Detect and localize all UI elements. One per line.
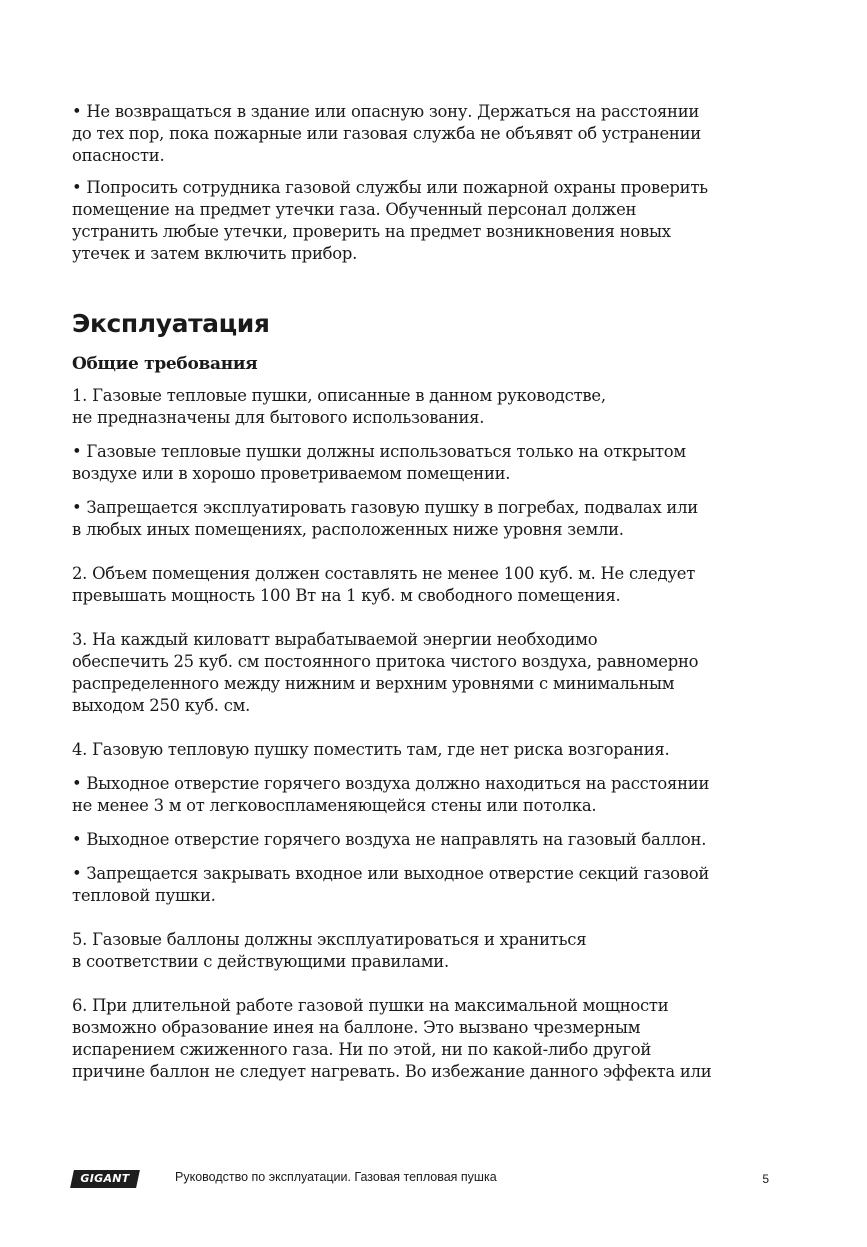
text-line: выходом 250 куб. см. <box>72 696 251 715</box>
item-4-bullet-2 <box>72 829 792 851</box>
text-line: утечек и затем включить прибор. <box>72 244 358 263</box>
text-line: причине баллон не следует нагревать. Во избежание данного эффекта или <box>72 1062 712 1081</box>
text-line: • Запрещается закрывать входное или выходное отверстие секций газовой <box>72 864 710 883</box>
page-footer <box>0 1168 867 1192</box>
paragraph-gas-service-check <box>72 177 792 265</box>
text-line: 4. Газовую тепловую пушку поместить там, где нет риска возгорания. <box>72 740 670 759</box>
item-1-bullet-1 <box>72 441 792 485</box>
text-line: до тех пор, пока пожарные или газовая служба не объявят об устранении <box>72 124 701 143</box>
item-4-bullet-1 <box>72 773 792 817</box>
item-4 <box>72 739 792 761</box>
paragraph-leave-building <box>72 101 792 167</box>
item-6 <box>72 995 792 1083</box>
text-line: в любых иных помещениях, расположенных ниже уровня земли. <box>72 520 624 539</box>
text-line: помещение на предмет утечки газа. Обученный персонал должен <box>72 200 637 219</box>
item-1-bullet-2 <box>72 497 792 541</box>
text-line: обеспечить 25 куб. см постоянного притока чистого воздуха, равномерно <box>72 652 699 671</box>
text-line: • Выходное отверстие горячего воздуха не направлять на газовый баллон. <box>72 830 707 849</box>
text-line: • Не возвращаться в здание или опасную зону. Держаться на расстоянии <box>72 102 700 121</box>
text-line: распределенного между нижним и верхним уровнями с минимальным <box>72 674 675 693</box>
section-title: Эксплуатация <box>72 309 270 338</box>
document-title: Руководство по эксплуатации. Газовая тепловая пушка <box>175 1170 497 1184</box>
text-line: превышать мощность 100 Вт на 1 куб. м свободного помещения. <box>72 586 621 605</box>
section-subtitle: Общие требования <box>72 354 258 374</box>
text-line: 6. При длительной работе газовой пушки на максимальной мощности <box>72 996 669 1015</box>
text-line: • Попросить сотрудника газовой службы или пожарной охраны проверить <box>72 178 708 197</box>
text-line: 5. Газовые баллоны должны эксплуатироваться и храниться <box>72 930 587 949</box>
item-4-bullet-3 <box>72 863 792 907</box>
logo-text: GIGANT <box>80 1172 130 1185</box>
text-line: • Запрещается эксплуатировать газовую пушку в погребах, подвалах или <box>72 498 698 517</box>
item-5 <box>72 929 792 973</box>
text-line: устранить любые утечки, проверить на предмет возникновения новых <box>72 222 671 241</box>
text-line: • Газовые тепловые пушки должны использоваться только на открытом <box>72 442 686 461</box>
item-3 <box>72 629 792 717</box>
text-line: 3. На каждый киловатт вырабатываемой энергии необходимо <box>72 630 598 649</box>
text-line: испарением сжиженного газа. Ни по этой, ни по какой-либо другой <box>72 1040 652 1059</box>
text-line: 1. Газовые тепловые пушки, описанные в данном руководстве, <box>72 386 606 405</box>
page-content <box>72 101 792 1083</box>
text-line: не предназначены для бытового использования. <box>72 408 485 427</box>
page-number: 5 <box>762 1172 769 1186</box>
text-line: не менее 3 м от легковоспламеняющейся стены или потолка. <box>72 796 597 815</box>
text-line: в соответствии с действующими правилами. <box>72 952 449 971</box>
text-line: тепловой пушки. <box>72 886 216 905</box>
text-line: опасности. <box>72 146 165 165</box>
gigant-logo <box>70 1170 140 1188</box>
text-line: воздухе или в хорошо проветриваемом помещении. <box>72 464 511 483</box>
text-line: • Выходное отверстие горячего воздуха должно находиться на расстоянии <box>72 774 710 793</box>
text-line: возможно образование инея на баллоне. Это вызвано чрезмерным <box>72 1018 641 1037</box>
item-1 <box>72 385 792 429</box>
text-line: 2. Объем помещения должен составлять не менее 100 куб. м. Не следует <box>72 564 696 583</box>
item-2 <box>72 563 792 607</box>
